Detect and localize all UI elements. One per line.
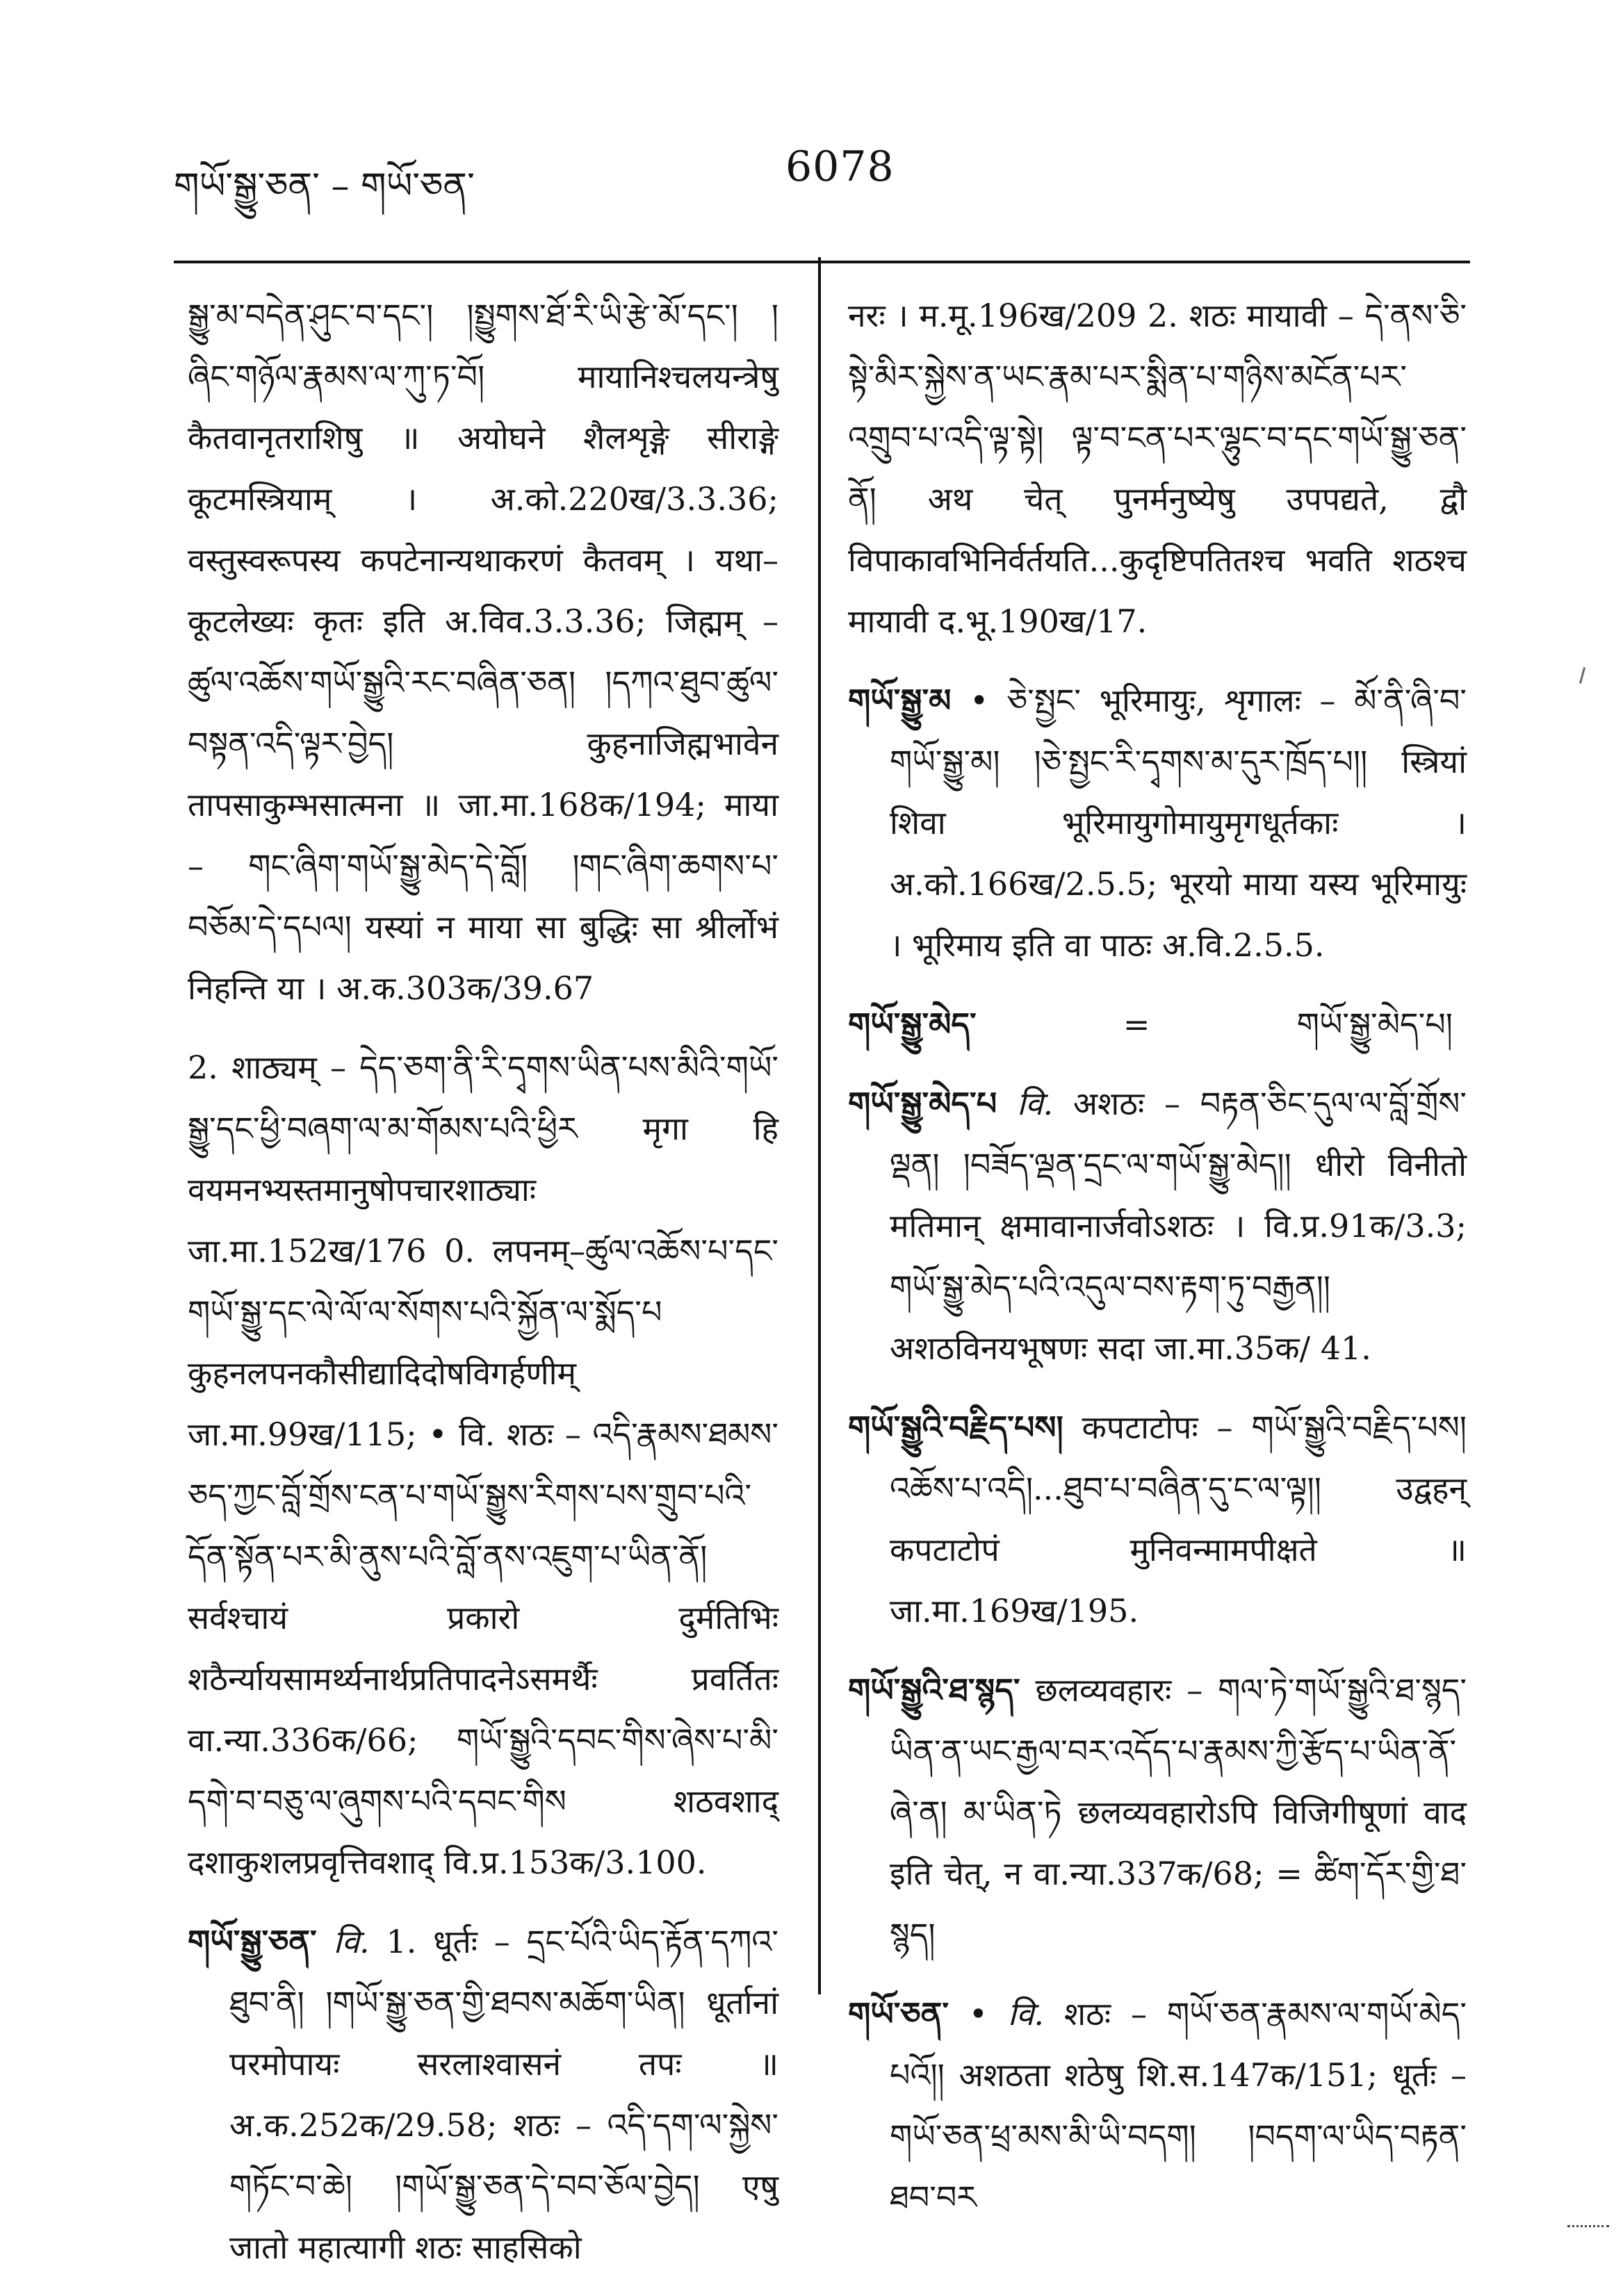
right-entry-5 <box>848 1983 1467 2228</box>
right-entry-1 <box>848 670 1467 976</box>
entry-headword: གཡོ་སྒྱུའི་བརྗིད་པས། <box>848 1409 1063 1446</box>
entry-text: • ཅེ་སྤྱང་ भूरिमायुः, शृगालः – མོ་ནི་ཞི་བ་གཡོ་སྒྱུ་མ། །ཅེ་སྤྱང་རི་དྭགས་མ་དུར་ཁྲོད་པ།། स्त्रियां शिवा भूरिमायुगोमायुमृगधूर्तकाः । अ.को.166ख/2.5.5; भूरयो माया यस्य भूरिमायुः । भूरिमाय इति वा पाठः अ.वि.2.5.5. <box>890 682 1467 964</box>
left-column <box>188 285 778 2296</box>
entry-headword: གཡོ་སྒྱུ་མ <box>848 682 952 719</box>
entry-text: कपटाटोपः – གཡོ་སྒྱུའི་བརྗིད་པས། འཆོས་པ་འདི།...ཐུབ་པ་བཞིན་དུ་ང་ལ་ལྟ།། उद्वहन् कपटाटोपं मुनिवन्मामपीक्षते ॥ जा.मा.169ख/195. <box>890 1409 1467 1630</box>
right-entry-4 <box>848 1659 1467 1965</box>
entry-pos: वि. <box>333 1923 370 1960</box>
equivalence-right: གཡོ་སྒྱུ་མེད་པ། <box>1296 1006 1453 1043</box>
left-entry <box>188 1911 778 2278</box>
scan-edge-mark <box>1567 2225 1609 2240</box>
entry-text: शठः – གཡོ་ཅན་རྣམས་ལ་གཡོ་མེད་པའོ།། अशठता शठेषु शि.स.147क/151; धूर्तः – གཡོ་ཅན་ཕྲ་མས་མི་ཡི་བདག། །བདག་ལ་ཡིད་བརྟན་ཐབ་བར <box>890 1995 1467 2216</box>
right-column <box>848 285 1467 2246</box>
right-entry-3 <box>848 1397 1467 1641</box>
entry-text: छलव्यवहारः – གལ་ཏེ་གཡོ་སྒྱུའི་ཐ་སྙད་ཡིན་ན་ཡང་རྒྱལ་བར་འདོད་པ་རྣམས་ཀྱི་རྩོད་པ་ཡིན་ནོ་ཞེ་ན། མ་ཡིན་ཏེ छलव्यवहारोऽपि विजिगीषूणां वाद इति चेत्, न वा.न्या.337क/68; = ཚིག་དོར་གྱི་ཐ་སྙད། <box>890 1671 1467 1953</box>
entry-headword: གཡོ་སྒྱུ་ཅན་ <box>188 1923 317 1960</box>
left-paragraph-2: 2. शाठ्यम् – དེད་ཅག་ནི་རི་དྭགས་ཡིན་པས་མིའི་གཡོ་སྒྱུ་དང་ཕྱི་བཞག་ལ་མ་གོམས་པའི་ཕྱིར मृगा हि वयमनभ्यस्तमानुषोपचारशाठ्याः जा.मा.152ख/176 0. लपनम्–ཚུལ་འཆོས་པ་དང་གཡོ་སྒྱུ་དང་ལེ་ལོ་ལ་སོགས་པའི་སྐྱོན་ལ་སྨོད་པ कुहनलपनकौसीद्यादिदोषविगर्हणीम् जा.मा.99ख/115; • वि. शठः – འདི་རྣམས་ཐམས་ཅད་ཀྱང་བློ་གྲོས་ངན་པ་གཡོ་སྒྱུས་རིགས་པས་གྲུབ་པའི་དོན་སྟོན་པར་མི་ནུས་པའི་བློ་ནས་འཇུག་པ་ཡིན་ནོ། सर्वश्चायं प्रकारो दुर्मतिभिः शठैर्न्यायसामर्थ्यनार्थप्रतिपादनेऽसमर्थैः प्रवर्तितः वा.न्या.336क/66; གཡོ་སྒྱུའི་དབང་གིས་ཞེས་པ་མི་དགེ་བ་བཅུ་ལ་ཞུགས་པའི་དབང་གིས शठवशाद् दशाकुशलप्रवृत्तिवशाद् वि.प्र.153क/3.100. <box>188 1049 778 1881</box>
equivalence-line <box>848 994 1467 1055</box>
entry-headword: གཡོ་སྒྱུའི་ཐ་སྙད་ <box>848 1671 1020 1709</box>
header-rule <box>174 261 1470 263</box>
page-number: 6078 <box>785 142 895 191</box>
header-left-title: གཡོ་སྒྱུ་ཅན་ – གཡོ་ཅན་ <box>174 165 475 207</box>
scan-tick-mark <box>1579 667 1585 684</box>
entry-headword: གཡོ་ཅན་ <box>848 1995 949 2033</box>
entry-text: अशठः – བརྟན་ཅིང་དུལ་ལ་བློ་གྲོས་ལྡན། །བཟོད་ལྡན་དྲང་ལ་གཡོ་སྒྱུ་མེད།། धीरो विनीतो मतिमान् क्षमावानार्जवोऽशठः । वि.प्र.91क/3.3; གཡོ་སྒྱུ་མེད་པའི་འདུལ་བས་རྟག་ཏུ་བརྒྱན།། अशठविनयभूषणः सदा जा.मा.35क/ 41. <box>890 1085 1467 1367</box>
right-intro: नरः । म.मू.196ख/209 2. शठः मायावी – དེ་ནས་ཅི་སྟེ་མིར་སྐྱེས་ན་ཡང་རྣམ་པར་སྨིན་པ་གཉིས་མངོན་པར་འགྲུབ་པ་འདི་ལྟ་སྟེ། ལྟ་བ་ངན་པར་ལྷུང་བ་དང་གཡོ་སྒྱུ་ཅན་ནོ། अथ चेत् पुनर्मनुष्येषु उपपद्यते, द्वौ विपाकावभिनिर्वर्तयति...कुदृष्टिपतितश्च भवति शठश्च मायावी द.भू.190ख/17. <box>848 297 1467 640</box>
entry-pos: • वि. <box>968 1995 1044 2033</box>
entry-pos: वि. <box>1016 1085 1054 1122</box>
entry-headword: གཡོ་སྒྱུ་མེད་པ <box>848 1085 997 1122</box>
left-paragraph-1: སྒྱུ་མ་བདེན་ཤུང་བ་དང་། །སྤྱུགས་ཐོ་རི་ཡི་རྩེ་མོ་དང་། །ཞིང་གཉོལ་རྣམས་ལ་ཀུ་ཏ་བོ། मायानिश्चलयन्त्रेषु कैतवानृतराशिषु ॥ अयोघने शैलशृङ्गे सीराङ्गे कूटमस्त्रियाम् । अ.को.220ख/3.3.36; वस्तुस्वरूपस्य कपटेनान्यथाकरणं कैतवम् । यथा–कूटलेख्यः कृतः इति अ.विव.3.3.36; जिह्मम् – ཚུལ་འཆོས་གཡོ་སྒྱུའི་རང་བཞིན་ཅན། །དཀའ་ཐུབ་ཚུལ་བསྟན་འདི་ལྟར་བྱེད། कुहनाजिह्मभावेन तापसाकुम्भसात्मना ॥ जा.मा.168क/194; माया – གང་ཞིག་གཡོ་སྒྱུ་མེད་དེ་བློ། །གང་ཞིག་ཆགས་པ་བཅོམ་དེ་དཔལ། यस्यां न माया सा बुद्धिः सा श्रीर्लोभं निहन्ति या । अ.क.303क/39.67 <box>188 297 778 1007</box>
right-entry-2 <box>848 1073 1467 1379</box>
column-divider <box>818 257 821 1994</box>
equivalence-symbol: = <box>1123 1006 1150 1043</box>
equivalence-left: གཡོ་སྒྱུ་མེད་ <box>848 1006 977 1043</box>
entry-text: 1. धूर्तः – དྲང་པོའི་ཡིད་རྟོན་དཀའ་ཐུབ་ནི། །གཡོ་སྒྱུ་ཅན་གྱི་ཐབས་མཆོག་ཡིན། धूर्तानां परमोपायः सरलाश्वासनं तपः ॥ अ.क.252क/29.58; शठः – འདི་དག་ལ་སྐྱེས་གཏོང་བ་ཆེ། །གཡོ་སྒྱུ་ཅན་དེ་བབ་ཅོལ་བྱེད། एषु जातो महात्यागी शठः साहसिको <box>229 1923 778 2266</box>
